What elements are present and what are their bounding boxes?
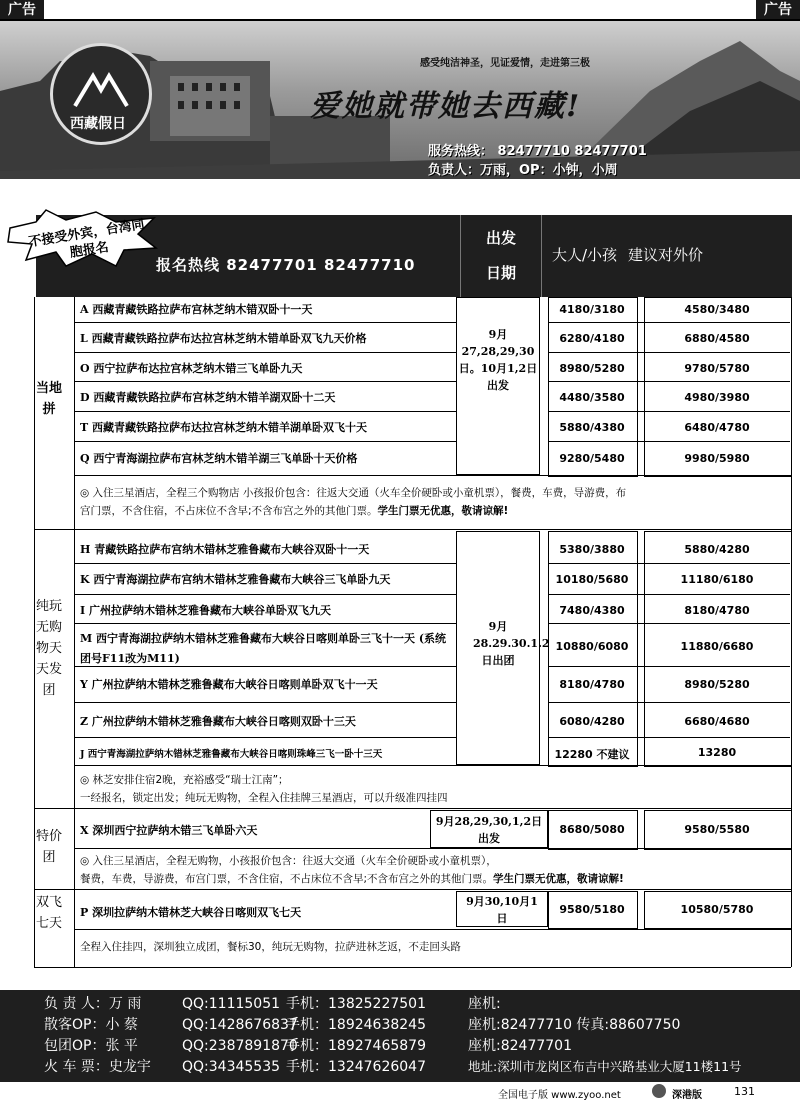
note-section-special <box>80 852 785 888</box>
price-suggested: 11880/6680 <box>680 640 754 653</box>
table-bottom-border <box>34 967 791 968</box>
price-suggested: 4580/3480 <box>684 303 750 316</box>
price-adult-child: 4480/3580 <box>559 391 625 404</box>
contact-row <box>44 1056 742 1076</box>
route-y: Y 广州拉萨纳木错林芝雅鲁藏布大峡谷日喀则单卧双飞十一天 <box>80 678 378 691</box>
price-adult-child: 8980/5280 <box>559 362 625 375</box>
route-a: A 西藏青藏铁路拉萨布宫林芝纳木错双卧十一天 <box>80 303 313 316</box>
note-line: 入住三星酒店，全程无购物，小孩报价包含：往返大交通（火车全价硬卧或小童机票）， <box>92 855 497 867</box>
price-divider <box>548 441 790 442</box>
price-divider <box>548 411 790 412</box>
logo-text: 西藏假日 <box>70 116 126 132</box>
note-line: 餐费，车费，导游费，布宫门票，不含住宿，不占床位不含早;不含布宫之外的其他门票。 <box>80 873 494 885</box>
note-section-pure <box>80 771 785 807</box>
row-divider <box>74 322 456 323</box>
route-z: Z 广州拉萨纳木错林芝雅鲁藏布大峡谷日喀则双卧十三天 <box>80 715 356 728</box>
row-divider <box>74 765 791 766</box>
route-p: P 深圳拉萨纳木错林芝大峡谷日喀则双飞七天 <box>80 906 302 919</box>
section-label-double-flight: 双飞七天 <box>35 895 62 931</box>
contact-qq: QQ:11115051 <box>182 996 281 1012</box>
departure-header-line1: 出发 <box>485 229 516 247</box>
route-j: J 西宁青海湖拉萨纳木错林芝雅鲁藏布大峡谷日喀则珠峰三飞一卧十三天 <box>80 749 383 760</box>
price-adult-child: 9280/5480 <box>559 452 625 465</box>
dates-section-pure: 9月28.29.30.1.2日出团 <box>456 531 540 765</box>
ad-tag-left: 广告 <box>0 0 44 20</box>
price-suggested: 9980/5980 <box>684 452 750 465</box>
section-label-local: 当地拼 <box>35 381 62 417</box>
contact-mobile: 手机：18924638245 <box>286 1017 426 1033</box>
banner <box>0 21 800 179</box>
row-divider <box>74 702 456 703</box>
price-divider <box>548 666 790 667</box>
contact-extra: 座机:82477710 传真:88607750 <box>468 1017 681 1033</box>
route-x: X 深圳西宁拉萨纳木错三飞单卧六天 <box>80 824 258 837</box>
contact-qq: QQ:2387891870 <box>182 1038 298 1054</box>
dates-section-special: 9月28,29,30,1,2日出发 <box>430 810 548 848</box>
note-bullet-icon: ◎ <box>80 855 93 867</box>
edition-version: 深港版 <box>672 1090 702 1101</box>
contact-role: 包团OP：张 平 <box>44 1038 138 1054</box>
note-bullet-icon: ◎ <box>80 487 93 499</box>
contact-role: 火 车 票：史龙宇 <box>44 1059 151 1075</box>
price-adult-child: 8180/4780 <box>559 678 625 691</box>
price-divider <box>548 623 790 624</box>
note-line: 林芝安排住宿2晚，充裕感受“瑞士江南”； <box>92 774 289 786</box>
contact-extra: 座机:82477701 <box>468 1038 572 1054</box>
row-divider <box>74 848 791 849</box>
dates-section-double-flight: 9月30,10月1日 <box>456 891 548 927</box>
price-adult-child: 7480/4380 <box>559 604 625 617</box>
price-divider <box>548 702 790 703</box>
ad-tag-right: 广告 <box>756 0 800 20</box>
price-suggested: 5880/4280 <box>684 543 750 556</box>
route-o: O 西宁拉萨布达拉宫林芝纳木错三飞单卧九天 <box>80 362 303 375</box>
note-bold: 学生门票无优惠，敬请谅解! <box>377 505 509 517</box>
price-adult-child: 12280 不建议 <box>554 748 630 761</box>
section-label-pure: 纯玩无购物天天发团 <box>35 599 62 698</box>
banner-hotline: 服务热线： 82477710 82477701 <box>428 144 647 159</box>
price-suggested: 6680/4680 <box>684 715 750 728</box>
contact-row <box>44 993 501 1013</box>
row-divider <box>74 475 791 476</box>
tagline-small: 感受纯洁神圣，见证爱情，走进第三极 <box>420 58 590 69</box>
price-adult-child: 6080/4280 <box>559 715 625 728</box>
row-divider <box>74 352 456 353</box>
route-d: D 西藏青藏铁路拉萨布宫林芝纳木错羊湖双卧十二天 <box>80 391 336 404</box>
row-divider <box>74 594 456 595</box>
price-divider <box>548 594 790 595</box>
row-divider <box>74 381 456 382</box>
row-divider <box>74 666 456 667</box>
note-section-double-flight: 全程入住挂四，深圳独立成团，餐标30，纯玩无购物，拉萨进林芝返，不走回头路 <box>80 941 461 953</box>
contact-role: 负 责 人：万 雨 <box>44 996 142 1012</box>
row-divider <box>74 411 456 412</box>
registration-hotline: 报名热线 82477701 82477710 <box>156 256 416 274</box>
section-divider <box>34 889 791 890</box>
banner-manager: 负责人：万雨，OP：小钟，小周 <box>428 163 618 178</box>
label-column-divider <box>74 297 75 967</box>
slogan: 爱她就带她去西藏! <box>310 89 582 124</box>
price-adult-child: 8680/5080 <box>559 823 625 836</box>
page-number: 131 <box>734 1085 755 1098</box>
route-t: T 西藏青藏铁路拉萨布达拉宫林芝纳木错羊湖单卧双飞十天 <box>80 421 368 434</box>
contact-role: 散客OP：小 蔡 <box>44 1017 138 1033</box>
row-divider <box>74 737 456 738</box>
price-adult-child: 10180/5680 <box>555 573 629 586</box>
price-adult-child: 4180/3180 <box>559 303 625 316</box>
section-label-special: 特价团 <box>35 829 62 865</box>
contact-row <box>44 1014 680 1034</box>
dates-section-local: 9月27,28,29,30日。10月1,2日出发 <box>456 297 540 475</box>
section-divider <box>34 808 791 809</box>
price-adult-child: 10880/6080 <box>555 640 629 653</box>
contact-footer <box>0 990 800 1082</box>
price-suggested: 9580/5580 <box>684 823 750 836</box>
contact-row <box>44 1035 572 1055</box>
row-divider <box>74 929 791 930</box>
price-divider <box>548 352 790 353</box>
suggested-price-header: 建议对外价 <box>628 246 704 264</box>
site-logo-icon <box>652 1084 666 1098</box>
contact-extra: 座机: <box>468 996 501 1012</box>
route-m: M 西宁青海湖拉萨纳木错林芝雅鲁藏布大峡谷日喀则单卧三飞十一天 (系统团号F11改为M11) <box>80 632 447 665</box>
departure-header <box>460 215 542 297</box>
route-i: I 广州拉萨纳木错林芝雅鲁藏布大峡谷单卧双飞九天 <box>80 604 331 617</box>
price-suggested: 10580/5780 <box>680 903 754 916</box>
adult-child-column-local <box>548 297 638 477</box>
price-suggested: 6880/4580 <box>684 332 750 345</box>
note-bold: 学生门票无优惠，敬请谅解! <box>493 873 624 885</box>
contact-mobile: 手机：13825227501 <box>286 996 426 1012</box>
contact-extra: 地址:深圳市龙岗区布吉中兴路基业大厦11楼11号 <box>468 1059 742 1074</box>
edition-text: 全国电子版 www.zyoo.net <box>498 1090 621 1101</box>
route-k: K 西宁青海湖拉萨布宫纳木错林芝雅鲁藏布大峡谷三飞单卧九天 <box>80 573 391 586</box>
page-footer <box>0 1084 800 1100</box>
price-divider <box>548 737 790 738</box>
row-divider <box>74 441 456 442</box>
route-l: L 西藏青藏铁路拉萨布达拉宫林芝纳木错单卧双飞九天价格 <box>80 332 367 345</box>
row-divider <box>74 623 456 624</box>
note-line: 一经报名，锁定出发；纯玩无购物，全程入住挂牌三星酒店，可以升级准四挂四 <box>80 792 448 804</box>
contact-mobile: 手机：13247626047 <box>286 1059 426 1075</box>
route-h: H 青藏铁路拉萨布宫纳木错林芝雅鲁藏布大峡谷双卧十一天 <box>80 543 370 556</box>
contact-mobile: 手机：18927465879 <box>286 1038 426 1054</box>
price-suggested: 4980/3980 <box>684 391 750 404</box>
suggested-column-local <box>644 297 792 477</box>
burst-text: 不接受外宾，台湾同胞报名 <box>27 217 146 261</box>
row-divider <box>74 563 456 564</box>
price-suggested: 13280 <box>697 746 737 759</box>
price-suggested: 8180/4780 <box>684 604 750 617</box>
price-suggested: 6480/4780 <box>684 421 750 434</box>
adult-child-header: 大人/小孩 <box>552 246 618 264</box>
price-divider <box>548 322 790 323</box>
price-suggested: 9780/5780 <box>684 362 750 375</box>
price-adult-child: 9580/5180 <box>559 903 625 916</box>
price-adult-child: 6280/4180 <box>559 332 625 345</box>
note-section-local <box>80 484 785 520</box>
contact-qq: QQ:34345535 <box>182 1059 281 1075</box>
note-bullet-icon: ◎ <box>80 774 93 786</box>
price-divider <box>548 563 790 564</box>
note-line: 入住三星酒店，全程三个购物店 小孩报价包含：往返大交通（火车全价硬卧或小童机票），餐费，车费，导游费，布 <box>92 487 627 499</box>
price-suggested: 8980/5280 <box>684 678 750 691</box>
price-suggested: 11180/6180 <box>680 573 754 586</box>
price-adult-child: 5880/4380 <box>559 421 625 434</box>
note-line: 宫门票，不含住宿，不占床位不含早;不含布宫之外的其他门票。 <box>80 505 378 517</box>
section-divider <box>34 529 791 530</box>
price-adult-child: 5380/3880 <box>559 543 625 556</box>
price-divider <box>548 381 790 382</box>
route-q: Q 西宁青海湖拉萨布宫林芝纳木错羊湖三飞单卧十天价格 <box>80 452 358 465</box>
departure-header-line2: 日期 <box>485 264 516 282</box>
contact-qq: QQ:1428676837 <box>182 1017 298 1033</box>
